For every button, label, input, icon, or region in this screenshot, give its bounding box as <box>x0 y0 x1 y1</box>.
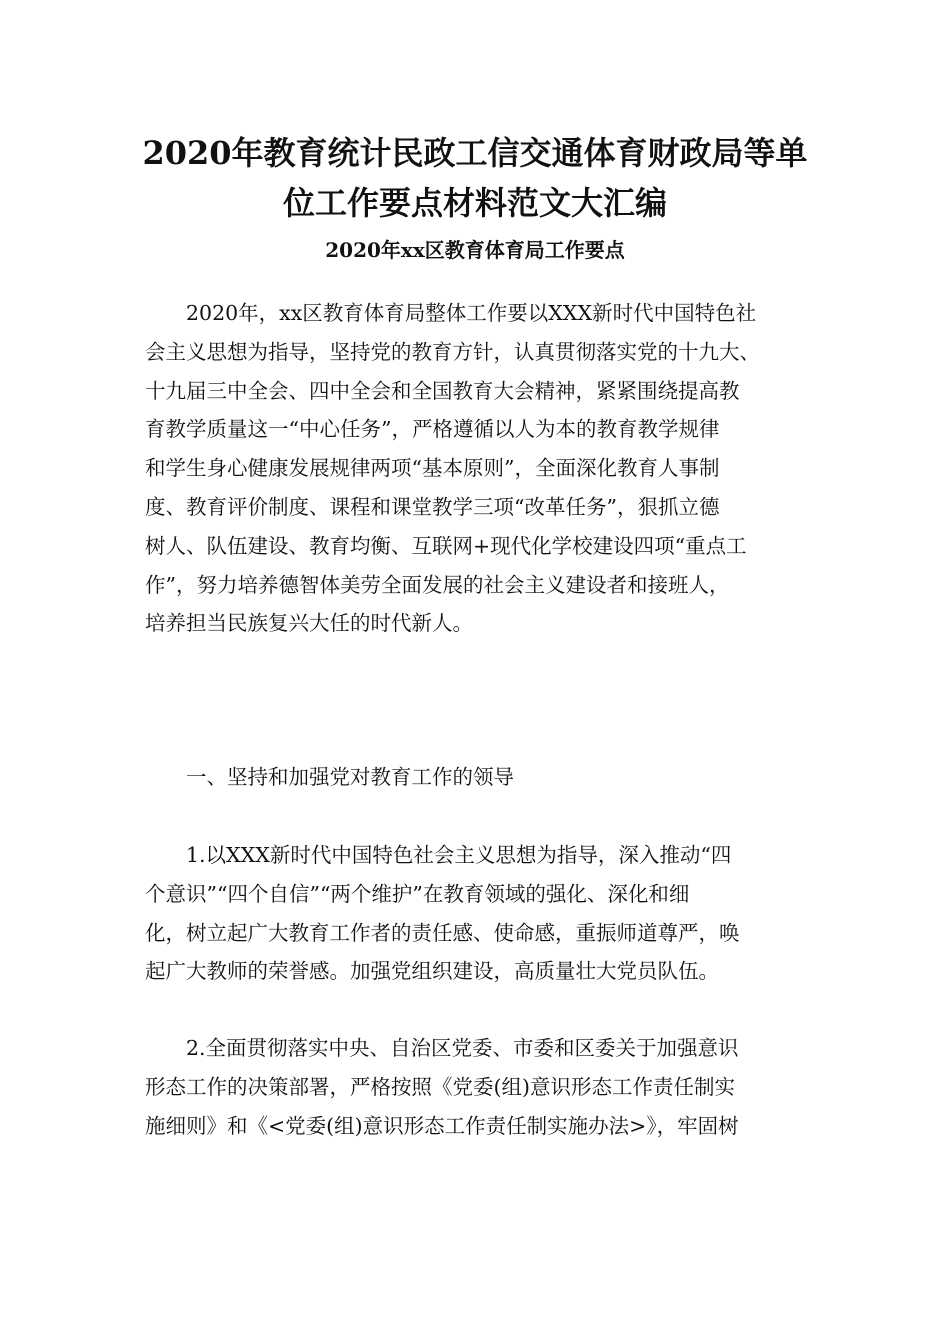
title-line-2: 位工作要点材料范文大汇编 <box>282 184 667 222</box>
paragraph-line: 作”，努力培养德智体美劳全面发展的社会主义建设者和接班人， <box>145 572 730 597</box>
title-line-1: 2020年教育统计民政工信交通体育财政局等单 <box>142 134 808 172</box>
paragraph-line: 和学生身心健康发展规律两项“基本原则”，全面深化教育人事制 <box>145 456 720 481</box>
paragraph-line: 育教学质量这一“中心任务”，严格遵循以人为本的教育教学规律 <box>145 417 720 442</box>
paragraph-line: 树人、队伍建设、教育均衡、互联网+现代化学校建设四项“重点工 <box>145 533 747 558</box>
paragraph-line: 2.全面贯彻落实中央、自治区党委、市委和区委关于加强意识 <box>186 1036 739 1060</box>
paragraph-line: 2020年，xx区教育体育局整体工作要以XXX新时代中国特色社 <box>186 301 757 325</box>
paragraph-line: 1.以XXX新时代中国特色社会主义思想为指导，深入推动“四 <box>186 843 732 867</box>
paragraph-line: 施细则》和《<党委(组)意识形态工作责任制实施办法>》，牢固树 <box>145 1113 739 1138</box>
document-subtitle: 2020年xx区教育体育局工作要点 <box>325 238 625 262</box>
paragraph-item-2 <box>145 1029 810 1145</box>
section-heading-1 <box>145 758 810 797</box>
paragraph-line: 会主义思想为指导，坚持党的教育方针，认真贯彻落实党的十九大、 <box>145 339 760 364</box>
paragraph-line: 形态工作的决策部署，严格按照《党委(组)意识形态工作责任制实 <box>145 1074 735 1099</box>
document-title <box>130 128 820 228</box>
paragraph-line: 十九届三中全会、四中全会和全国教育大会精神，紧紧围绕提高教 <box>145 378 740 403</box>
paragraph-intro <box>145 294 810 643</box>
paragraph-line: 个意识”“四个自信”“两个维护”在教育领域的强化、深化和细 <box>145 881 690 906</box>
paragraph-line: 培养担当民族复兴大任的时代新人。 <box>145 611 473 636</box>
paragraph-line: 起广大教师的荣誉感。加强党组织建设，高质量壮大党员队伍。 <box>145 959 719 984</box>
paragraph-line: 化，树立起广大教育工作者的责任感、使命感，重振师道尊严，唤 <box>145 920 740 945</box>
section-heading-text: 一、坚持和加强党对教育工作的领导 <box>186 765 514 789</box>
paragraph-line: 度、教育评价制度、课程和课堂教学三项“改革任务”，狠抓立德 <box>145 494 720 519</box>
paragraph-item-1 <box>145 836 810 991</box>
